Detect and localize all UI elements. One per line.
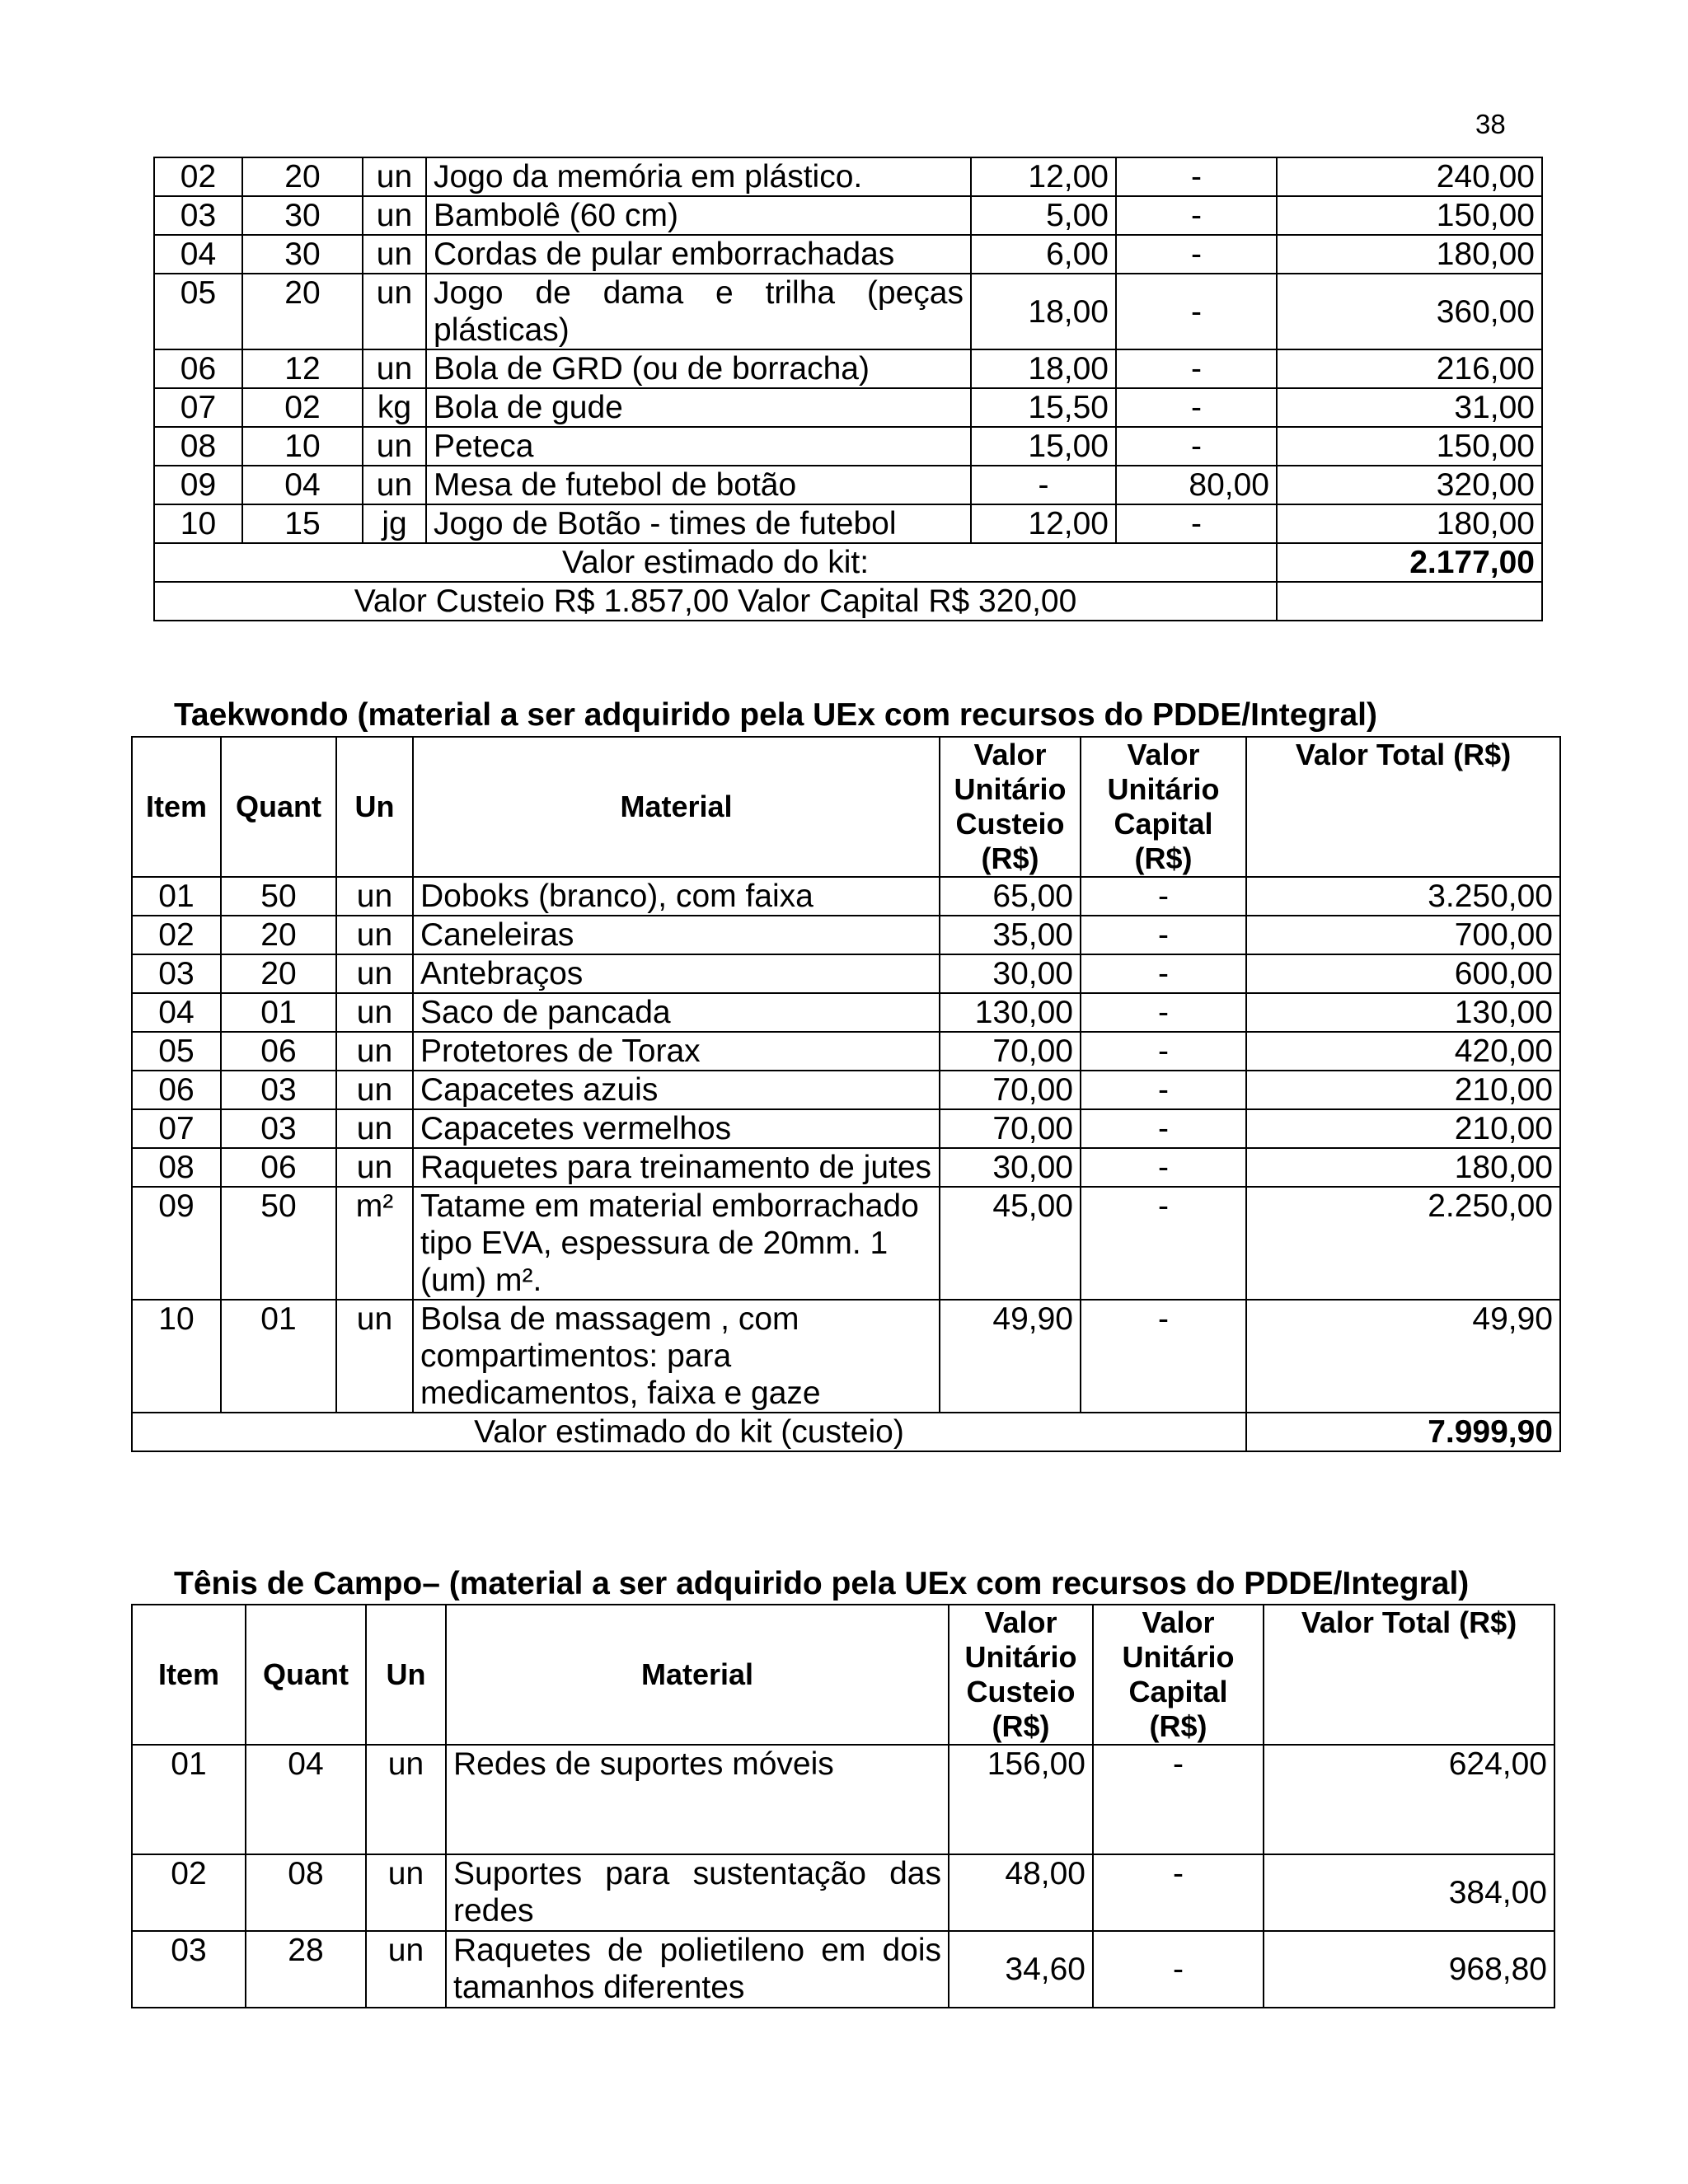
quant-cell: 04	[242, 466, 363, 504]
quant-cell: 20	[242, 157, 363, 196]
total-cell: 150,00	[1277, 196, 1542, 235]
split-label: Valor Custeio R$ 1.857,00 Valor Capital R$ 320,00	[154, 582, 1277, 621]
item-cell: 07	[132, 1109, 221, 1148]
header-un: Un	[366, 1605, 446, 1745]
unit-cell: kg	[363, 388, 426, 427]
capital-cell: 80,00	[1116, 466, 1277, 504]
total-cell: 624,00	[1264, 1745, 1554, 1854]
capital-cell: -	[1116, 235, 1277, 274]
quant-cell: 02	[242, 388, 363, 427]
material-cell: Capacetes vermelhos	[413, 1109, 940, 1148]
unit-cell: un	[336, 1300, 413, 1413]
unit-cell: un	[363, 427, 426, 466]
quant-cell: 20	[242, 274, 363, 349]
custeio-cell: 15,00	[971, 427, 1116, 466]
custeio-cell: 30,00	[940, 1148, 1081, 1187]
capital-cell: -	[1081, 877, 1246, 916]
capital-cell: -	[1116, 157, 1277, 196]
capital-cell: -	[1081, 1032, 1246, 1071]
quant-cell: 20	[221, 954, 336, 993]
unit-cell: un	[336, 1071, 413, 1109]
empty-cell	[1277, 582, 1542, 621]
total-cell: 180,00	[1277, 504, 1542, 543]
material-cell: Mesa de futebol de botão	[426, 466, 971, 504]
total-cell: 130,00	[1246, 993, 1560, 1032]
custeio-cell: 70,00	[940, 1032, 1081, 1071]
quant-cell: 12	[242, 349, 363, 388]
item-cell: 02	[132, 916, 221, 954]
item-cell: 10	[132, 1300, 221, 1413]
item-cell: 02	[132, 1854, 246, 1931]
quant-cell: 01	[221, 993, 336, 1032]
item-cell: 08	[132, 1148, 221, 1187]
table-row	[132, 954, 1560, 993]
custeio-cell: 49,90	[940, 1300, 1081, 1413]
quant-cell: 30	[242, 235, 363, 274]
material-cell: Doboks (branco), com faixa	[413, 877, 940, 916]
capital-cell: -	[1093, 1745, 1264, 1854]
custeio-cell: 70,00	[940, 1109, 1081, 1148]
custeio-cell: 6,00	[971, 235, 1116, 274]
total-cell: 31,00	[1277, 388, 1542, 427]
table-row	[154, 504, 1542, 543]
total-cell: 600,00	[1246, 954, 1560, 993]
material-cell: Bolsa de massagem , com compartimentos: para medicamentos, faixa e gaze	[413, 1300, 940, 1413]
header-capital: Valor Unitário Capital (R$)	[1081, 737, 1246, 877]
capital-cell: -	[1081, 1071, 1246, 1109]
unit-cell: un	[363, 274, 426, 349]
unit-cell: m²	[336, 1187, 413, 1300]
header-un: Un	[336, 737, 413, 877]
total-cell: 180,00	[1277, 235, 1542, 274]
custeio-cell: 156,00	[949, 1745, 1093, 1854]
quant-cell: 03	[221, 1109, 336, 1148]
taekwondo-table	[131, 736, 1561, 1452]
custeio-cell: 130,00	[940, 993, 1081, 1032]
quant-cell: 01	[221, 1300, 336, 1413]
material-cell: Raquetes para treinamento de jutes	[413, 1148, 940, 1187]
material-cell: Redes de suportes móveis	[446, 1745, 949, 1854]
material-cell: Saco de pancada	[413, 993, 940, 1032]
unit-cell: un	[336, 1148, 413, 1187]
material-cell: Tatame em material emborrachado tipo EVA, espessura de 20mm. 1 (um) m².	[413, 1187, 940, 1300]
kit-split-row	[154, 582, 1542, 621]
header-custeio: Valor Unitário Custeio (R$)	[940, 737, 1081, 877]
custeio-cell: 18,00	[971, 349, 1116, 388]
item-cell: 09	[132, 1187, 221, 1300]
kit-table-continuation	[153, 157, 1543, 621]
table-row	[154, 427, 1542, 466]
total-cell: 180,00	[1246, 1148, 1560, 1187]
capital-cell: -	[1081, 993, 1246, 1032]
quant-cell: 06	[221, 1148, 336, 1187]
custeio-cell: 70,00	[940, 1071, 1081, 1109]
total-cell: 150,00	[1277, 427, 1542, 466]
material-cell: Antebraços	[413, 954, 940, 993]
total-cell: 210,00	[1246, 1109, 1560, 1148]
item-cell: 08	[154, 427, 242, 466]
item-cell: 03	[154, 196, 242, 235]
table-header-row	[132, 737, 1560, 877]
tenis-title: Tênis de Campo– (material a ser adquirido pela UEx com recursos do PDDE/Integral)	[174, 1566, 1470, 1601]
item-cell: 10	[154, 504, 242, 543]
capital-cell: -	[1116, 274, 1277, 349]
header-total: Valor Total (R$)	[1264, 1605, 1554, 1745]
material-cell: Bola de GRD (ou de borracha)	[426, 349, 971, 388]
table-row	[154, 274, 1542, 349]
header-capital: Valor Unitário Capital (R$)	[1093, 1605, 1264, 1745]
capital-cell: -	[1093, 1931, 1264, 2008]
unit-cell: un	[366, 1745, 446, 1854]
item-cell: 06	[154, 349, 242, 388]
quant-cell: 50	[221, 877, 336, 916]
table-row	[154, 466, 1542, 504]
quant-cell: 28	[246, 1931, 366, 2008]
item-cell: 09	[154, 466, 242, 504]
material-cell: Bambolê (60 cm)	[426, 196, 971, 235]
quant-cell: 50	[221, 1187, 336, 1300]
custeio-cell: 45,00	[940, 1187, 1081, 1300]
table-row	[154, 235, 1542, 274]
capital-cell: -	[1116, 196, 1277, 235]
table-row	[154, 388, 1542, 427]
total-cell: 49,90	[1246, 1300, 1560, 1413]
unit-cell: un	[363, 466, 426, 504]
header-quant: Quant	[246, 1605, 366, 1745]
table-row	[132, 1931, 1554, 2008]
material-cell: Peteca	[426, 427, 971, 466]
capital-cell: -	[1081, 1187, 1246, 1300]
item-cell: 06	[132, 1071, 221, 1109]
total-cell: 3.250,00	[1246, 877, 1560, 916]
unit-cell: un	[366, 1931, 446, 2008]
table-row	[132, 1032, 1560, 1071]
quant-cell: 03	[221, 1071, 336, 1109]
header-total: Valor Total (R$)	[1246, 737, 1560, 877]
unit-cell: un	[336, 916, 413, 954]
quant-cell: 20	[221, 916, 336, 954]
capital-cell: -	[1116, 427, 1277, 466]
custeio-cell: 30,00	[940, 954, 1081, 993]
header-custeio: Valor Unitário Custeio (R$)	[949, 1605, 1093, 1745]
custeio-cell: -	[971, 466, 1116, 504]
table-row	[132, 1148, 1560, 1187]
item-cell: 02	[154, 157, 242, 196]
table-row	[132, 916, 1560, 954]
custeio-cell: 48,00	[949, 1854, 1093, 1931]
custeio-cell: 12,00	[971, 157, 1116, 196]
capital-cell: -	[1081, 916, 1246, 954]
table-row	[132, 1854, 1554, 1931]
unit-cell: un	[366, 1854, 446, 1931]
page-number: 38	[1475, 109, 1506, 139]
total-cell: 2.250,00	[1246, 1187, 1560, 1300]
item-cell: 03	[132, 954, 221, 993]
header-item: Item	[132, 1605, 246, 1745]
unit-cell: un	[336, 877, 413, 916]
quant-cell: 08	[246, 1854, 366, 1931]
custeio-cell: 65,00	[940, 877, 1081, 916]
unit-cell: un	[363, 157, 426, 196]
quant-cell: 06	[221, 1032, 336, 1071]
capital-cell: -	[1116, 388, 1277, 427]
total-cell: 700,00	[1246, 916, 1560, 954]
unit-cell: un	[336, 954, 413, 993]
unit-cell: jg	[363, 504, 426, 543]
material-cell: Jogo da memória em plástico.	[426, 157, 971, 196]
quant-cell: 10	[242, 427, 363, 466]
item-cell: 05	[132, 1032, 221, 1071]
capital-cell: -	[1116, 349, 1277, 388]
unit-cell: un	[363, 349, 426, 388]
custeio-cell: 5,00	[971, 196, 1116, 235]
taekwondo-title: Taekwondo (material a ser adquirido pela UEx com recursos do PDDE/Integral)	[174, 697, 1377, 733]
table-row	[132, 877, 1560, 916]
material-cell: Suportes para sustentação das redes	[446, 1854, 949, 1931]
table-row	[132, 1745, 1554, 1854]
total-cell: 360,00	[1277, 274, 1542, 349]
kit-estimate-row	[132, 1413, 1560, 1451]
unit-cell: un	[363, 196, 426, 235]
unit-cell: un	[336, 993, 413, 1032]
total-cell: 240,00	[1277, 157, 1542, 196]
unit-cell: un	[336, 1032, 413, 1071]
capital-cell: -	[1116, 504, 1277, 543]
total-cell: 320,00	[1277, 466, 1542, 504]
table-row	[132, 1071, 1560, 1109]
header-item: Item	[132, 737, 221, 877]
estimate-value: 7.999,90	[1246, 1413, 1560, 1451]
custeio-cell: 15,50	[971, 388, 1116, 427]
material-cell: Jogo de dama e trilha (peças plásticas)	[426, 274, 971, 349]
table-header-row	[132, 1605, 1554, 1745]
material-cell: Caneleiras	[413, 916, 940, 954]
capital-cell: -	[1081, 954, 1246, 993]
capital-cell: -	[1081, 1300, 1246, 1413]
table-row	[132, 1109, 1560, 1148]
capital-cell: -	[1081, 1109, 1246, 1148]
table-row	[132, 993, 1560, 1032]
table-row	[154, 157, 1542, 196]
item-cell: 01	[132, 877, 221, 916]
kit-estimate-row	[154, 543, 1542, 582]
table-row	[132, 1187, 1560, 1300]
custeio-cell: 18,00	[971, 274, 1116, 349]
quant-cell: 30	[242, 196, 363, 235]
table-row	[132, 1300, 1560, 1413]
total-cell: 968,80	[1264, 1931, 1554, 2008]
header-material: Material	[446, 1605, 949, 1745]
tenis-table	[131, 1604, 1555, 2008]
material-cell: Cordas de pular emborrachadas	[426, 235, 971, 274]
item-cell: 07	[154, 388, 242, 427]
item-cell: 01	[132, 1745, 246, 1854]
capital-cell: -	[1093, 1854, 1264, 1931]
header-material: Material	[413, 737, 940, 877]
material-cell: Capacetes azuis	[413, 1071, 940, 1109]
total-cell: 210,00	[1246, 1071, 1560, 1109]
item-cell: 05	[154, 274, 242, 349]
table-row	[154, 349, 1542, 388]
estimate-value: 2.177,00	[1277, 543, 1542, 582]
material-cell: Protetores de Torax	[413, 1032, 940, 1071]
quant-cell: 04	[246, 1745, 366, 1854]
table-row	[154, 196, 1542, 235]
total-cell: 384,00	[1264, 1854, 1554, 1931]
unit-cell: un	[363, 235, 426, 274]
estimate-label: Valor estimado do kit (custeio)	[132, 1413, 1246, 1451]
custeio-cell: 12,00	[971, 504, 1116, 543]
item-cell: 04	[132, 993, 221, 1032]
estimate-label: Valor estimado do kit:	[154, 543, 1277, 582]
item-cell: 04	[154, 235, 242, 274]
material-cell: Bola de gude	[426, 388, 971, 427]
custeio-cell: 34,60	[949, 1931, 1093, 2008]
material-cell: Raquetes de polietileno em dois tamanhos diferentes	[446, 1931, 949, 2008]
material-cell: Jogo de Botão - times de futebol	[426, 504, 971, 543]
capital-cell: -	[1081, 1148, 1246, 1187]
header-quant: Quant	[221, 737, 336, 877]
quant-cell: 15	[242, 504, 363, 543]
total-cell: 420,00	[1246, 1032, 1560, 1071]
custeio-cell: 35,00	[940, 916, 1081, 954]
unit-cell: un	[336, 1109, 413, 1148]
item-cell: 03	[132, 1931, 246, 2008]
total-cell: 216,00	[1277, 349, 1542, 388]
